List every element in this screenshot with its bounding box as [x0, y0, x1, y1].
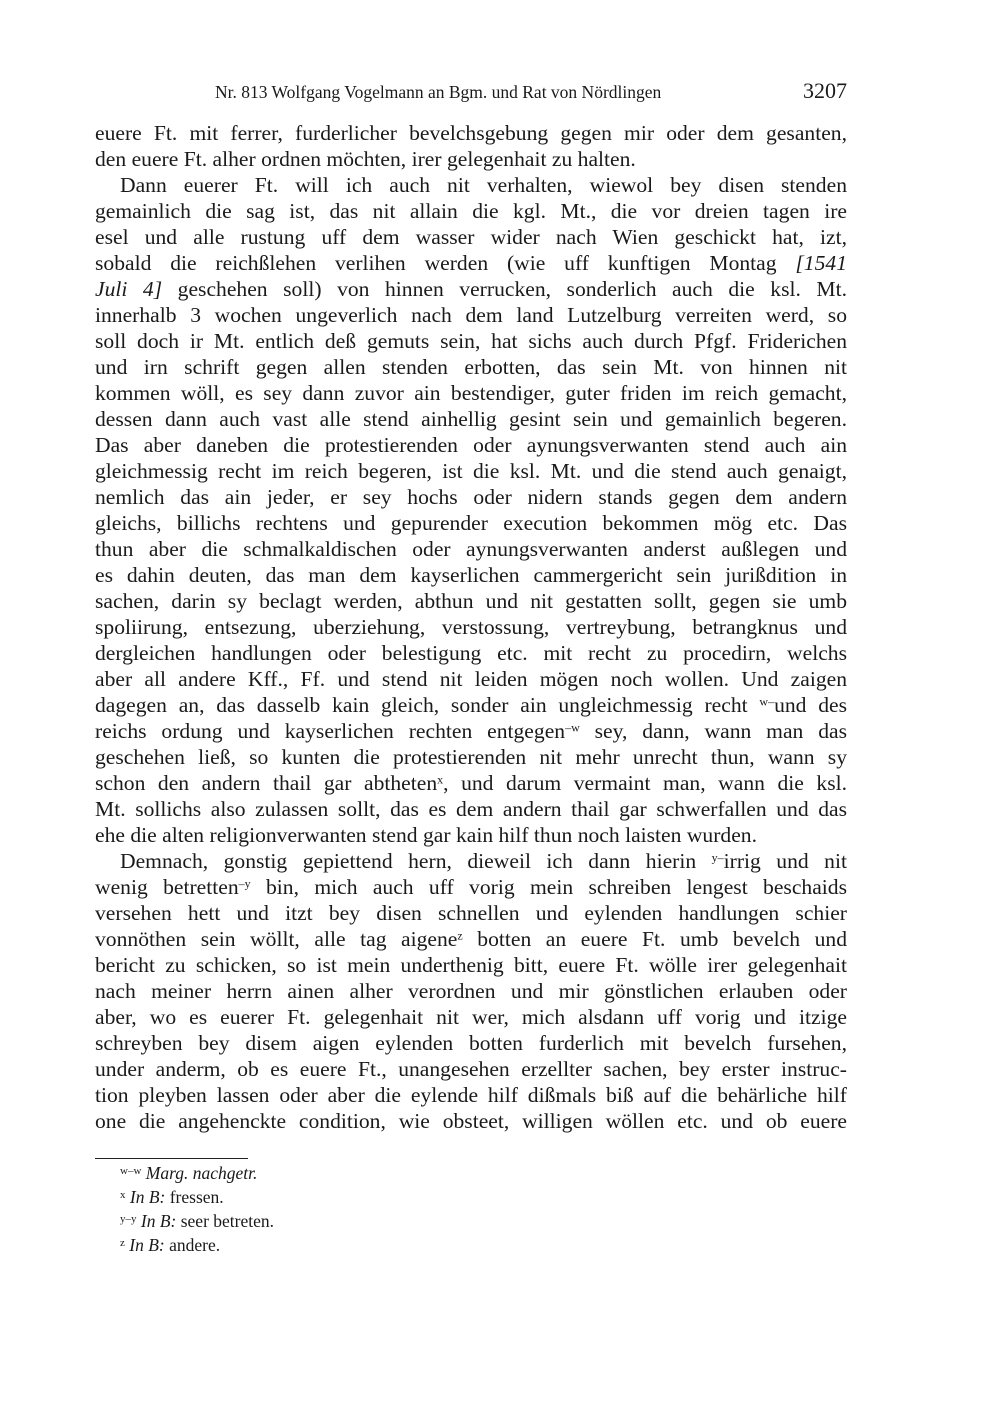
footnote-mark: y–y — [120, 1213, 137, 1226]
text-segment: schon den andern thail gar abtheten — [95, 771, 438, 795]
text-line: innerhalb 3 wochen ungeverlich nach dem land Lutzelburg verreiten werd, so — [95, 303, 847, 327]
text-line: dergleichen handlungen oder belestigung etc. mit recht zu procedirn, welchs — [95, 641, 847, 665]
footnote — [120, 1209, 274, 1233]
text-line: sachen, darin sy beclagt werden, abthun und nit gestatten sollt, gegen sie umb — [95, 589, 847, 613]
footnote-marker: y– — [711, 850, 724, 865]
text-segment: geschehen soll) von hinnen verrucken, sonderlich auch die ksl. Mt. — [177, 277, 848, 301]
footnote-label: In B: — [129, 1235, 165, 1255]
text-line — [95, 848, 847, 874]
text-segment: irrig und nit — [723, 849, 847, 873]
text-line — [95, 276, 847, 302]
text-line: spoliirung, entsezung, uberziehung, verstossung, vertreybung, betrangknus und — [95, 615, 847, 639]
text-line: gleichs, billichs rechtens und gepurender execution bekommen mög etc. Das — [95, 511, 847, 535]
text-line: kommen wöll, es sey dann zuvor ain bestendiger, guter friden im reich gemacht, — [95, 381, 847, 405]
text-line: bericht zu schicken, so ist mein underthenig bitt, euere Ft. wölle irer gelegenhait — [95, 953, 847, 977]
page-number: 3207 — [803, 78, 847, 103]
text-line: under anderm, ob es euere Ft., unangesehen erzellter sachen, bey erster instruc- — [95, 1057, 847, 1081]
text-line: tion pleyben lassen oder aber die eylende hilf dißmals biß auf die behärliche hilf — [95, 1083, 847, 1107]
footnote — [120, 1233, 274, 1257]
text-line — [95, 718, 847, 744]
text-segment: Demnach, gonstig gepiettend hern, dieweil ich dann hierin — [120, 849, 697, 873]
footnote-marker: x — [437, 772, 444, 787]
text-line: nach meiner herrn ainen alher verordnen und mir gönstlichen erlauben oder — [95, 979, 847, 1003]
text-line: Das aber daneben die protestierenden oder aynungsverwanten stend auch ain — [95, 433, 847, 457]
text-line: aber all andere Kff., Ff. und stend nit leiden mögen noch wollen. Und zaigen — [95, 667, 847, 691]
footnote-text: seer betreten. — [180, 1211, 275, 1231]
text-line: one die angehenckte condition, wie obsteet, willigen wöllen etc. und ob euere — [95, 1109, 847, 1133]
footnote-marker: z — [457, 928, 463, 943]
text-segment: botten an euere Ft. umb bevelch und — [462, 927, 848, 951]
text-line — [95, 926, 847, 952]
text-line — [95, 874, 847, 900]
text-line: esel und alle rustung uff dem wasser wider nach Wien geschickt hat, izt, — [95, 225, 847, 249]
text-line: den euere Ft. alher ordnen möchten, irer gelegenhait zu halten. — [95, 147, 636, 171]
date-annotation: [1541 — [795, 251, 847, 275]
footnote-mark: z — [120, 1237, 125, 1250]
text-segment: wenig betretten — [95, 875, 239, 899]
text-segment: , und darum vermaint man, wann die ksl. — [443, 771, 847, 795]
footnote-label: In B: — [140, 1211, 177, 1231]
text-line: geschehen ließ, so kunten die protestierenden nit mehr unrecht thun, wann sy — [95, 745, 847, 769]
text-segment: und des — [774, 693, 847, 717]
text-line: gleichmessig recht im reich begeren, ist die ksl. Mt. und die stend auch genaigt, — [95, 459, 847, 483]
footnote — [120, 1185, 274, 1209]
text-line: thun aber die schmalkaldischen oder aynungsverwanten anderst außlegen und — [95, 537, 847, 561]
footnote-marker: –w — [565, 720, 580, 735]
text-segment: bin, mich auch uff vorig mein schreiben lengest beschaids — [250, 875, 847, 899]
text-line: versehen hett und itzt bey disen schnellen und eylenden handlungen schier — [95, 901, 847, 925]
text-segment: vonnöthen sein wöllt, alle tag aigene — [95, 927, 458, 951]
footnote-label: In B: — [129, 1187, 166, 1207]
text-line: aber, wo es euerer Ft. gelegenhait nit wer, mich alsdann uff vorig und itzige — [95, 1005, 847, 1029]
text-segment: sey, dann, wann man das — [579, 719, 847, 743]
text-line: nemlich das ain jeder, er sey hochs oder nidern stands gegen dem andern — [95, 485, 847, 509]
body-text — [95, 120, 847, 1134]
footnote-divider — [95, 1158, 248, 1159]
footnote — [120, 1161, 274, 1185]
text-line: Mt. sollichs also zulassen sollt, das es dem andern thail gar schwerfallen und das — [95, 797, 847, 821]
text-segment: dagegen an, das dasselb kain gleich, sonder ain ungleichmessig recht — [95, 693, 748, 717]
text-line: Dann euerer Ft. will ich auch nit verhalten, wiewol bey disen stenden — [120, 173, 847, 197]
text-line: es dahin deuten, das man dem kayserlichen cammergericht sein jurißdition in — [95, 563, 847, 587]
text-line: euere Ft. mit ferrer, furderlicher bevelchsgebung gegen mir oder dem gesanten, — [95, 121, 847, 145]
running-head: Nr. 813 Wolfgang Vogelmann an Bgm. und Rat von Nördlingen — [215, 82, 662, 102]
footnote-text: fressen. — [169, 1187, 224, 1207]
footnote-mark: x — [120, 1189, 126, 1202]
footnotes — [120, 1161, 274, 1257]
text-line: und irn schrift gegen allen stenden erbotten, das sein Mt. von hinnen nit — [95, 355, 847, 379]
text-line: soll doch ir Mt. entlich deß gemuts sein, hat sichs auch durch Pfgf. Friderichen — [95, 329, 847, 353]
text-segment: sobald die reichßlehen verlihen werden (wie uff kunftigen Montag — [95, 251, 777, 275]
date-annotation: Juli 4] — [95, 277, 163, 301]
footnote-label: Marg. nachgetr. — [145, 1163, 258, 1183]
footnote-text: andere. — [169, 1235, 221, 1255]
text-line: gemainlich die sag ist, das nit allain die kgl. Mt., die vor dreien tagen ire — [95, 199, 847, 223]
text-line: dessen dann auch vast alle stend ainhellig gesint sein und gemainlich begeren. — [95, 407, 847, 431]
text-segment: reichs ordung und kayserlichen rechten entgegen — [95, 719, 566, 743]
text-line — [95, 250, 847, 276]
text-line — [95, 692, 847, 718]
footnote-mark: w–w — [120, 1165, 142, 1178]
text-line: ehe die alten religionverwanten stend gar kain hilf thun noch laisten wurden. — [95, 823, 757, 847]
page-header — [95, 78, 847, 110]
footnote-marker: w– — [759, 694, 775, 709]
text-line — [95, 770, 847, 796]
text-line: schreyben bey disem aigen eylenden botten furderlich mit bevelch fursehen, — [95, 1031, 847, 1055]
footnote-marker: –y — [238, 876, 251, 891]
